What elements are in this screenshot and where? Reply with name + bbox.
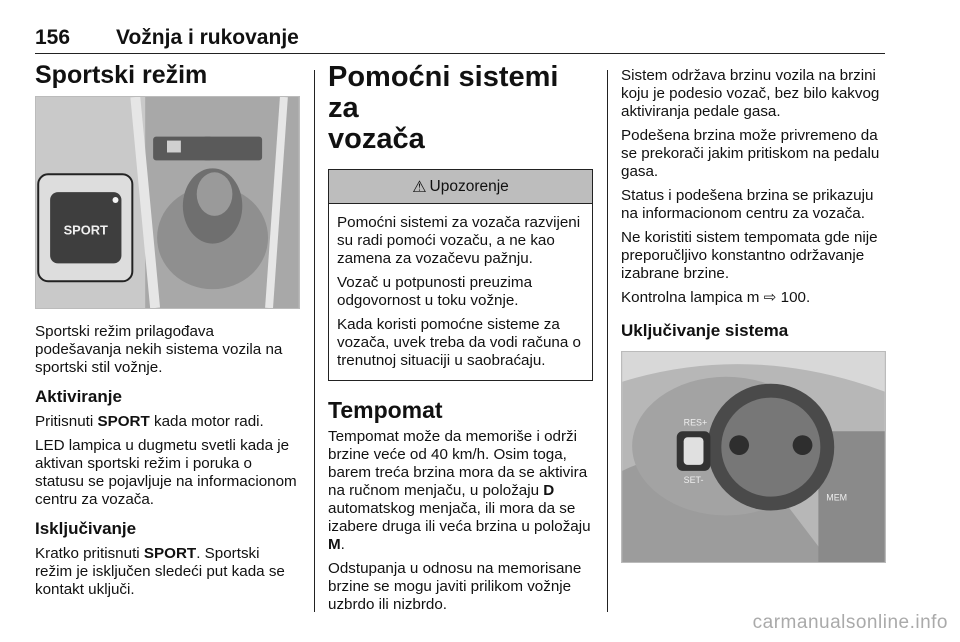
page-number: 156 [35,26,71,49]
activate-paragraph-2: LED lampica u dugmetu svetli kada je aktivan sportski režim i poruka o statusu se pojavljuje na informacionom centru za vozača. [35,437,297,508]
column-driver-assist [328,60,593,620]
tempomat-paragraph-1: Tempomat može da memoriše i održi brzine veće od 40 km/h. Osim toga, barem treća brzina mora da se aktivira na ručnom menjaču, u položaju D automatskog menjača, ili mora da se izabere druga ili veća brzina u položaju M. [328,428,591,553]
sport-button-photo [35,96,300,309]
deactivate-paragraph: Kratko pritisnuti SPORT. Sportski režim je isključen sledeći put kada se kontakt uključi. [35,545,285,598]
running-title: Vožnja i rukovanje [116,26,299,49]
column-cruise-control [621,60,886,563]
warning-box [328,169,593,381]
header-rule [35,53,885,54]
column-divider-2 [607,70,608,612]
section-heading-driver-assist: Pomoćni sistemi za vozača [328,61,559,155]
watermark: carmanualsonline.info [752,612,948,633]
activate-paragraph-1: Pritisnuti SPORT kada motor radi. [35,413,264,430]
subheading-enable-system: Uključivanje sistema [621,321,789,340]
tempomat-paragraph-2: Odstupanja u odnosu na memorisane brzine se mogu javiti prilikom vožnje uzbrdo ili nizbrdo. [328,560,582,613]
warning-paragraph-1: Pomoćni sistemi za vozača razvijeni su radi pomoći vozaču, a ne kao zamena za vozačevu pažnju. [337,214,581,267]
warning-header [329,170,592,204]
steering-wheel-controls-photo [621,351,886,563]
page-reference-arrow-icon: ⇨ [763,289,777,306]
section-heading-sport-mode: Sportski režim [35,61,208,89]
column-sport-mode [35,60,300,605]
cruise-control-lamp-icon: m [746,289,760,306]
sport-button-label: SPORT [63,222,108,238]
cruise-paragraph-1: Sistem održava brzinu vozila na brzini koju je podesio vozač, bez bilo kakvog aktiviranja pedale gasa. [621,67,880,120]
set-label: SET- [683,474,704,485]
res-label: RES+ [683,417,708,428]
warning-title: Upozorenje [429,177,509,195]
cruise-paragraph-3: Status i podešena brzina se prikazuju na informacionom centru za vozača. [621,187,874,222]
subheading-tempomat: Tempomat [328,397,443,423]
cruise-paragraph-5: Kontrolna lampica m ⇨ 100. [621,289,811,306]
page-header [35,26,885,52]
subheading-activate: Aktiviranje [35,387,122,406]
cruise-paragraph-2: Podešena brzina može privremeno da se prekorači jakim pritiskom na pedalu gasa. [621,127,880,180]
sport-mode-intro: Sportski režim prilagođava podešavanja nekih sistema vozila na sportski stil vožnje. [35,323,283,376]
cruise-paragraph-4: Ne koristiti sistem tempomata gde nije preporučljivo konstantno održavanje izabrane brzine. [621,229,878,282]
warning-paragraph-3: Kada koristi pomoćne sisteme za vozača, uvek treba da vodi računa o trenutnoj situaciji u saobraćaju. [337,316,581,369]
warning-triangle-icon: ⚠ [412,178,427,196]
mem-label: MEM [826,492,848,503]
column-divider-1 [314,70,315,612]
subheading-deactivate: Isključivanje [35,519,137,538]
warning-body [329,204,592,380]
warning-paragraph-2: Vozač u potpunosti preuzima odgovornost u toku vožnje. [337,274,533,309]
